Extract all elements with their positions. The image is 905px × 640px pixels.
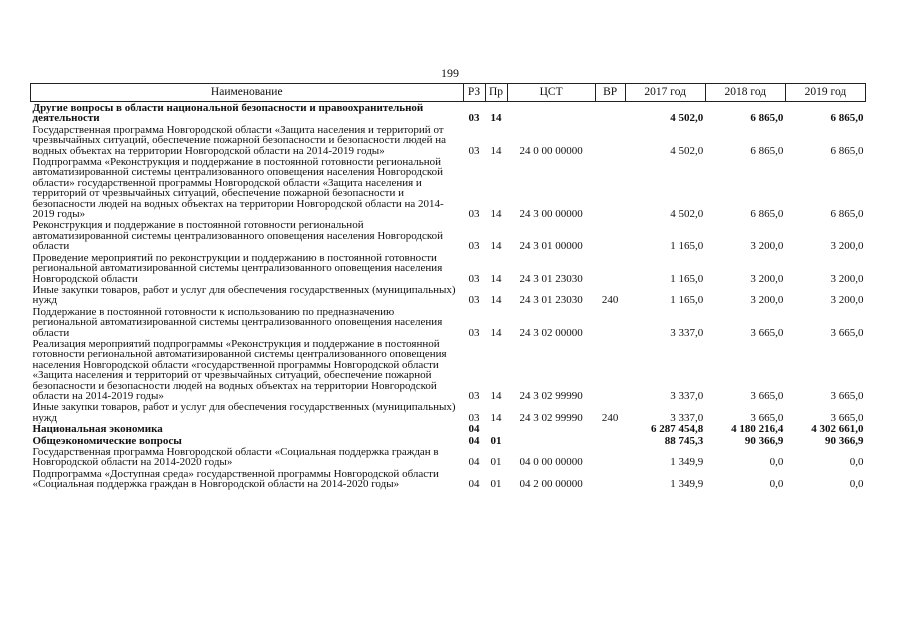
cell-2019: 0,0 bbox=[849, 456, 864, 469]
column-header-pr: Пр bbox=[485, 84, 507, 102]
cell-2019: 3 200,0 bbox=[830, 240, 864, 253]
cell-rz: 03 bbox=[468, 144, 480, 157]
cell-cst: 04 2 00 00000 bbox=[519, 478, 583, 491]
cell-cst: 24 0 00 00000 bbox=[519, 144, 583, 157]
cell-name: Национальная экономика bbox=[32, 423, 163, 436]
column-header-name: Наименование bbox=[31, 84, 464, 102]
cell-vr bbox=[595, 447, 625, 469]
cell-cst: 24 3 01 23030 bbox=[519, 272, 583, 285]
cell-2018: 3 200,0 bbox=[750, 240, 784, 253]
cell-2018: 6 865,0 bbox=[750, 144, 784, 157]
cell-rz: 03 bbox=[468, 294, 480, 307]
column-header-2019: 2019 год bbox=[785, 84, 865, 102]
cell-cst bbox=[507, 424, 595, 435]
cell-name: Общеэкономические вопросы bbox=[32, 434, 182, 447]
cell-rz: 03 bbox=[468, 411, 480, 424]
table-row bbox=[31, 220, 866, 252]
cell-cst: 24 3 00 00000 bbox=[519, 208, 583, 221]
cell-rz: 04 bbox=[468, 434, 480, 447]
cell-2019: 6 865,0 bbox=[830, 208, 864, 221]
cell-pr: 14 bbox=[490, 144, 502, 157]
cell-rz: 03 bbox=[468, 208, 480, 221]
cell-2019: 90 366,9 bbox=[825, 434, 864, 447]
cell-2017: 3 337,0 bbox=[670, 326, 704, 339]
cell-rz: 03 bbox=[468, 112, 480, 125]
cell-vr bbox=[595, 253, 625, 285]
cell-pr: 14 bbox=[490, 389, 502, 402]
cell-name: Реализация мероприятий подпрограммы «Реконструкция и поддержание в постоянной готовности региональной автоматизированной системы централизованного оповещения населения Новгородской области «государственной программы Новгородской области «Защита населения и территорий от чрезвычайных ситуаций, обеспечение пожарной безопасности и безопасности людей на водных объектах на территории Новгородской области на 2014-2019 годы» bbox=[32, 337, 447, 402]
cell-2017: 1 165,0 bbox=[670, 272, 704, 285]
column-header-cst: ЦСТ bbox=[507, 84, 595, 102]
cell-rz: 03 bbox=[468, 389, 480, 402]
cell-vr bbox=[595, 307, 625, 339]
cell-2019: 6 865,0 bbox=[830, 112, 864, 125]
table-row bbox=[31, 469, 866, 491]
cell-2017: 4 502,0 bbox=[670, 112, 704, 125]
cell-2018: 0,0 bbox=[769, 456, 784, 469]
table-row bbox=[31, 307, 866, 339]
column-header-2017: 2017 год bbox=[625, 84, 705, 102]
cell-name: Поддержание в постоянной готовности к использованию по предназначению региональной автоматизированной системы централизованного оповещения населения области bbox=[32, 305, 443, 339]
cell-vr bbox=[595, 436, 625, 447]
table-row bbox=[31, 102, 866, 125]
cell-2018: 90 366,9 bbox=[744, 434, 784, 447]
cell-rz: 04 bbox=[468, 423, 480, 436]
cell-2019: 4 302 661,0 bbox=[811, 423, 864, 436]
cell-2018: 6 865,0 bbox=[750, 112, 784, 125]
cell-pr: 14 bbox=[490, 272, 502, 285]
cell-cst bbox=[507, 436, 595, 447]
cell-vr bbox=[595, 157, 625, 220]
column-header-rz: РЗ bbox=[463, 84, 485, 102]
cell-2017: 1 349,9 bbox=[670, 478, 704, 491]
cell-name: Проведение мероприятий по реконструкции и поддержанию в постоянной готовности региональной автоматизированной системы централизованного оповещения населения Новгородской области bbox=[32, 251, 443, 285]
table-row bbox=[31, 339, 866, 402]
cell-2018: 4 180 216,4 bbox=[731, 423, 784, 436]
cell-2017: 4 502,0 bbox=[670, 144, 704, 157]
cell-2019: 0,0 bbox=[849, 478, 864, 491]
table-row bbox=[31, 424, 866, 435]
cell-cst: 24 3 01 00000 bbox=[519, 240, 583, 253]
budget-table bbox=[30, 83, 866, 491]
table-row bbox=[31, 125, 866, 157]
cell-2018: 3 200,0 bbox=[750, 294, 784, 307]
cell-name: Государственная программа Новгородской области «Защита населения и территорий от чрезвычайных ситуаций, обеспечение пожарной безопасности и безопасности людей на водных объектах на территории Новгородской области на 2014-2019 годы» bbox=[32, 123, 447, 157]
cell-rz: 04 bbox=[468, 456, 480, 469]
table-row bbox=[31, 402, 866, 424]
cell-name: Государственная программа Новгородской области «Социальная поддержка граждан в Новгородской области на 2014-2020 годы» bbox=[32, 446, 439, 469]
cell-name: Реконструкция и поддержание в постоянной готовности региональной автоматизированной системы централизованного оповещения населения Новгородской области bbox=[32, 219, 444, 253]
cell-2019: 3 665,0 bbox=[830, 389, 864, 402]
cell-2017: 6 287 454,8 bbox=[651, 423, 704, 436]
cell-2018: 3 665,0 bbox=[750, 411, 784, 424]
cell-name: Другие вопросы в области национальной безопасности и правоохранительной деятельности bbox=[32, 102, 424, 125]
column-header-2018: 2018 год bbox=[705, 84, 785, 102]
cell-cst: 04 0 00 00000 bbox=[519, 456, 583, 469]
table-body bbox=[31, 102, 866, 491]
cell-2017: 1 165,0 bbox=[670, 240, 704, 253]
cell-2019: 3 665,0 bbox=[830, 411, 864, 424]
table-row bbox=[31, 447, 866, 469]
cell-2017: 3 337,0 bbox=[670, 389, 704, 402]
cell-pr: 01 bbox=[490, 434, 502, 447]
cell-pr: 14 bbox=[490, 294, 502, 307]
cell-2017: 1 349,9 bbox=[670, 456, 704, 469]
cell-name: Подпрограмма «Доступная среда» государственной программы Новгородской области «Социальная поддержка граждан в Новгородской области на 2014-2020 годы» bbox=[32, 467, 439, 491]
cell-2019: 3 200,0 bbox=[830, 272, 864, 285]
cell-cst: 24 3 02 00000 bbox=[519, 326, 583, 339]
cell-name: Иные закупки товаров, работ и услуг для обеспечения государственных (муниципальных) нужд bbox=[32, 283, 456, 307]
cell-vr bbox=[595, 339, 625, 402]
cell-2018: 3 200,0 bbox=[750, 272, 784, 285]
cell-2017: 4 502,0 bbox=[670, 208, 704, 221]
table-row bbox=[31, 253, 866, 285]
cell-2017: 3 337,0 bbox=[670, 411, 704, 424]
cell-vr bbox=[595, 424, 625, 435]
cell-pr: 14 bbox=[490, 411, 502, 424]
cell-pr: 14 bbox=[490, 112, 502, 125]
cell-pr: 01 bbox=[490, 456, 502, 469]
cell-2019: 6 865,0 bbox=[830, 144, 864, 157]
cell-vr: 240 bbox=[601, 294, 619, 307]
cell-2019: 3 665,0 bbox=[830, 326, 864, 339]
cell-2018: 3 665,0 bbox=[750, 326, 784, 339]
table-header-row bbox=[31, 84, 866, 102]
cell-pr: 14 bbox=[490, 208, 502, 221]
cell-vr: 240 bbox=[601, 411, 619, 424]
cell-pr: 14 bbox=[490, 326, 502, 339]
cell-name: Иные закупки товаров, работ и услуг для обеспечения государственных (муниципальных) нужд bbox=[32, 401, 456, 424]
page-number: 199 bbox=[441, 66, 459, 80]
cell-rz: 03 bbox=[468, 240, 480, 253]
cell-cst: 24 3 01 23030 bbox=[519, 294, 583, 307]
cell-vr bbox=[595, 125, 625, 157]
cell-2017: 88 745,3 bbox=[664, 434, 704, 447]
cell-cst: 24 3 02 99990 bbox=[519, 389, 583, 402]
cell-2018: 0,0 bbox=[769, 478, 784, 491]
cell-vr bbox=[595, 102, 625, 125]
cell-vr bbox=[595, 469, 625, 491]
cell-pr bbox=[485, 424, 507, 435]
cell-cst bbox=[507, 102, 595, 125]
cell-pr: 01 bbox=[490, 478, 502, 491]
cell-2018: 3 665,0 bbox=[750, 389, 784, 402]
cell-2018: 6 865,0 bbox=[750, 208, 784, 221]
cell-2019: 3 200,0 bbox=[830, 294, 864, 307]
cell-rz: 03 bbox=[468, 326, 480, 339]
cell-2017: 1 165,0 bbox=[670, 294, 704, 307]
column-header-vr: ВР bbox=[595, 84, 625, 102]
table-row bbox=[31, 285, 866, 307]
cell-cst: 24 3 02 99990 bbox=[519, 411, 583, 424]
cell-vr bbox=[595, 220, 625, 252]
cell-name: Подпрограмма «Реконструкция и поддержание в постоянной готовности региональной автоматизированной системы централизованного оповещения населения Новгородской области» государственной программы Новгородской области «Защита населения и территорий от чрезвычайных ситуаций, обеспечение пожарной безопасности и безопасности людей на водных объектах на территории Новгородской области на 2014-2019 годы» bbox=[32, 156, 444, 221]
cell-rz: 03 bbox=[468, 272, 480, 285]
table-row bbox=[31, 157, 866, 220]
cell-rz: 04 bbox=[468, 478, 480, 491]
cell-pr: 14 bbox=[490, 240, 502, 253]
